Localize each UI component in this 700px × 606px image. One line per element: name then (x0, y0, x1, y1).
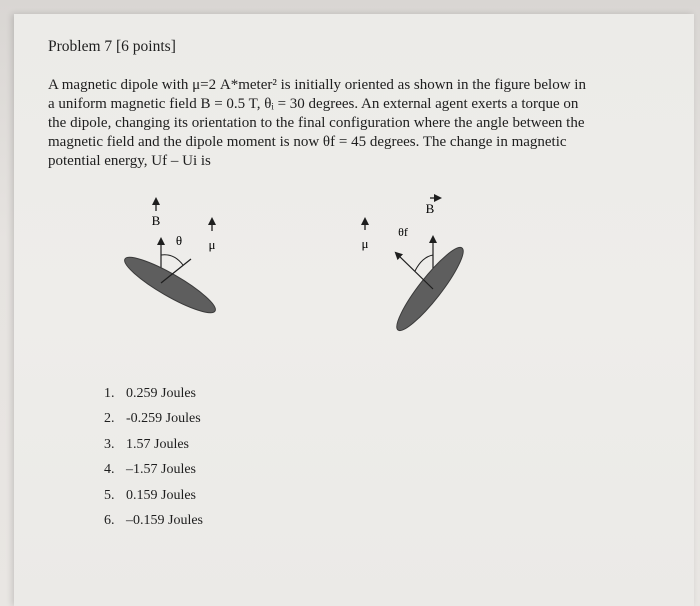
statement-line: potential energy, Uf – Ui is (48, 153, 211, 169)
answer-option[interactable] (104, 435, 203, 460)
answer-text: –0.159 Joules (126, 512, 203, 528)
initial-configuration (119, 199, 220, 321)
answer-number: 2. (104, 411, 115, 427)
answer-number: 4. (104, 462, 115, 478)
final-angle-label: θf (398, 225, 408, 239)
final-moment-arrow (396, 253, 433, 289)
answer-text: 1.57 Joules (126, 436, 189, 452)
final-angle-arc (415, 255, 433, 271)
final-moment-label: μ (361, 236, 369, 251)
answer-text: 0.259 Joules (126, 386, 196, 401)
initial-field-label: B (151, 213, 161, 228)
final-configuration (362, 198, 471, 337)
initial-angle-label: θ (175, 233, 183, 248)
final-field-label: B (425, 201, 435, 216)
problem-title: Problem 7 [6 points] (48, 38, 176, 55)
answer-option[interactable] (104, 460, 203, 485)
problem-statement (48, 76, 648, 171)
statement-line: A magnetic dipole with μ=2 A*meter² is initially oriented as shown in the figure below in (48, 77, 586, 93)
answer-text: 0.159 Joules (126, 487, 196, 503)
statement-line: the dipole, changing its orientation to the final configuration where the angle between the (48, 115, 585, 131)
dipole-figure (100, 185, 500, 345)
answer-text: –1.57 Joules (126, 462, 196, 478)
answer-number: 6. (104, 512, 115, 528)
initial-moment-label: μ (208, 237, 216, 252)
answer-option[interactable] (104, 409, 203, 434)
initial-angle-arc (161, 255, 183, 265)
answer-option[interactable] (104, 486, 203, 511)
statement-line: magnetic field and the dipole moment is now θf = 45 degrees. The change in magnetic (48, 134, 567, 150)
answer-number: 3. (104, 436, 115, 452)
statement-line: a uniform magnetic field B = 0.5 T, θᵢ = 30 degrees. An external agent exerts a torque on (48, 96, 579, 112)
initial-dipole-disk (119, 249, 220, 320)
answer-option[interactable] (104, 384, 203, 409)
answer-number: 5. (104, 487, 115, 503)
answer-option[interactable] (104, 511, 203, 536)
answer-number: 1. (104, 386, 115, 401)
answer-choices (104, 384, 203, 536)
answer-text: -0.259 Joules (126, 411, 201, 427)
